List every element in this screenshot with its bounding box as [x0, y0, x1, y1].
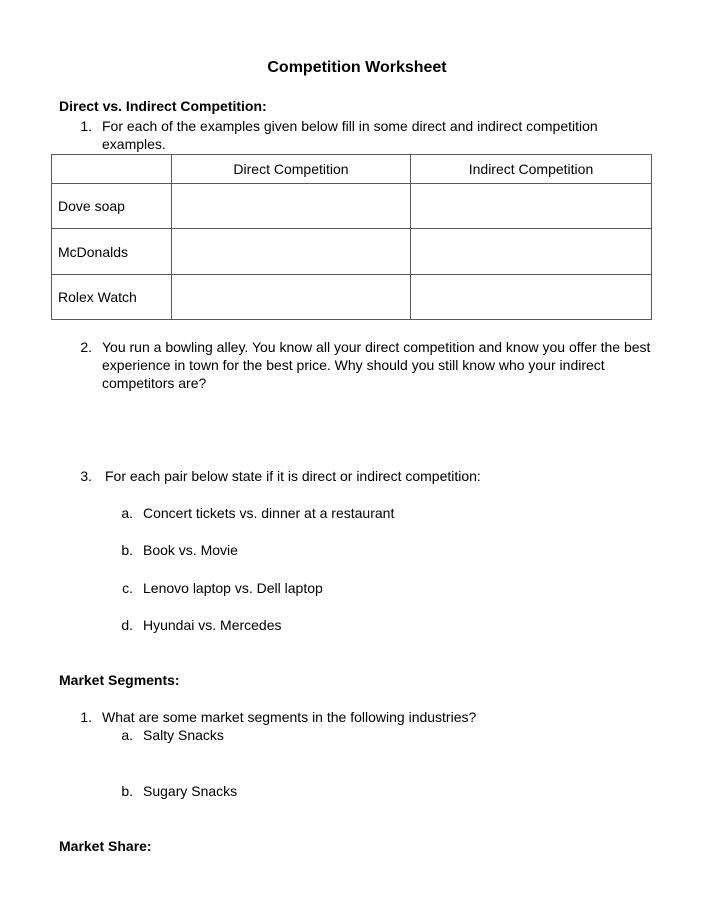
list-item-letter: a. [121, 727, 133, 743]
answer-cell[interactable] [172, 184, 411, 229]
list-item: Sugary Snacks [143, 783, 238, 799]
question-text: competitors are? [102, 375, 207, 391]
list-item-letter: b. [121, 542, 133, 558]
table-row-label: Dove soap [52, 184, 172, 229]
table-row [52, 229, 652, 274]
answer-cell[interactable] [411, 229, 652, 274]
section-heading-market-segments: Market Segments: [59, 672, 180, 688]
question-text: You run a bowling alley. You know all your direct competition and know you offer the best [102, 339, 651, 355]
table-header-row [52, 155, 652, 184]
list-item: Hyundai vs. Mercedes [143, 617, 282, 633]
table-header-cell: Direct Competition [172, 155, 411, 184]
list-item: Lenovo laptop vs. Dell laptop [143, 580, 323, 596]
list-item: Book vs. Movie [143, 542, 238, 558]
table-row [52, 274, 652, 319]
table-row-label: Rolex Watch [52, 274, 172, 319]
answer-cell[interactable] [411, 184, 652, 229]
question-number: 1. [80, 709, 92, 725]
question-text: For each pair below state if it is direct or indirect competition: [105, 468, 481, 484]
table-header-cell: Indirect Competition [411, 155, 652, 184]
question-number: 2. [80, 339, 92, 355]
question-text: For each of the examples given below fill in some direct and indirect competition [102, 118, 598, 134]
question-text: What are some market segments in the following industries? [102, 709, 477, 725]
list-item: Salty Snacks [143, 727, 224, 743]
list-item-letter: d. [121, 617, 133, 633]
answer-cell[interactable] [411, 274, 652, 319]
list-item-letter: a. [121, 505, 133, 521]
table-row [52, 184, 652, 229]
list-item-letter: b. [121, 783, 133, 799]
answer-cell[interactable] [172, 229, 411, 274]
competition-table [51, 154, 652, 320]
question-text: experience in town for the best price. Why should you still know who your indirect [102, 357, 605, 373]
table-row-label: McDonalds [52, 229, 172, 274]
answer-cell[interactable] [172, 274, 411, 319]
list-item: Concert tickets vs. dinner at a restaurant [143, 505, 395, 521]
question-number: 1. [80, 118, 92, 134]
section-heading-competition: Direct vs. Indirect Competition: [59, 98, 267, 114]
question-text: examples. [102, 136, 166, 152]
table-header-cell [52, 155, 172, 184]
section-heading-market-share: Market Share: [59, 838, 152, 854]
question-number: 3. [80, 468, 92, 484]
page-title: Competition Worksheet [267, 59, 447, 76]
list-item-letter: c. [122, 580, 133, 596]
